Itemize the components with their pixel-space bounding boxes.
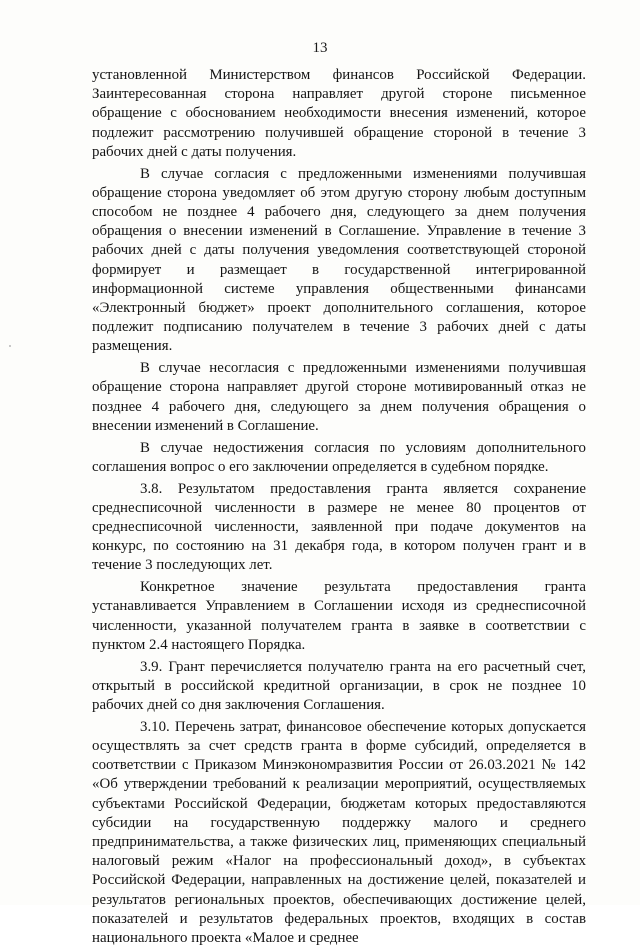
paragraph-3-9: 3.9. Грант перечисляется получателю гранта на его расчетный счет, открытый в российской кредитной организации, в срок не позднее 10 рабочих дней со дня заключения Соглашения.	[92, 658, 586, 714]
paragraph-3-8: 3.8. Результатом предоставления гранта является сохранение среднесписочной численности в размере не менее 80 процентов от среднесписочной численности, заявленной при подаче документов на конкурс, по состоянию на 31 декабря года, в котором получен грант и в течение 3 последующих лет.	[92, 480, 586, 574]
body-text	[92, 66, 586, 948]
paragraph-dispute: В случае недостижения согласия по условиям дополнительного соглашения вопрос о его заключении определяется в судебном порядке.	[92, 439, 586, 475]
margin-mark	[9, 345, 11, 347]
paragraph-3-10: 3.10. Перечень затрат, финансовое обеспечение которых допускается осуществлять за счет средств гранта в форме субсидий, определяется в соответствии с Приказом Минэкономразвития России от 26.03.2021 № 142 «Об утверждении требований к реализации мероприятий, осуществляемых субъектами Российской Федерации, бюджетам которых предоставляются субсидии на государственную поддержку малого и среднего предпринимательства, а также физических лиц, применяющих специальный налоговый режим «Налог на профессиональный доход», в субъектах Российской Федерации, направленных на достижение целей, показателей и результатов региональных проектов, обеспечивающих достижение целей, показателей и результатов федеральных проектов, входящих в состав национального проекта «Малое и среднее	[92, 718, 586, 947]
paragraph-continuation: установленной Министерством финансов Российской Федерации. Заинтересованная сторона направляет другой стороне письменное обращение с обоснованием необходимости внесения изменений, которое подлежит рассмотрению получившей обращение стороной в течение 3 рабочих дней с даты получения.	[92, 67, 586, 160]
paragraph-agreement-consent: В случае согласия с предложенными изменениями получившая обращение сторона уведомляет об этом другую сторону любым доступным способом не позднее 4 рабочего дня, следующего за днем получения обращения о внесении изменений в Соглашение. Управление в течение 3 рабочих дней с даты получения уведомления соответствующей стороной формирует и размещает в государственной интегрированной информационной системе управления общественными финансами «Электронный бюджет» проект дополнительного соглашения, которое подлежит подписанию получателем в течение 3 рабочих дней с даты размещения.	[92, 165, 586, 355]
page-number: 13	[312, 40, 328, 56]
paragraph-result-value: Конкретное значение результата предоставления гранта устанавливается Управлением в Соглашении исходя из среднесписочной численности, указанной получателем гранта в заявке в соответствии с пунктом 2.4 настоящего Порядка.	[92, 579, 586, 653]
paragraph-agreement-refusal: В случае несогласия с предложенными изменениями получившая обращение сторона направляет другой стороне мотивированный отказ не позднее 4 рабочего дня, следующего за днем получения обращения о внесении изменений в Соглашение.	[92, 360, 586, 434]
